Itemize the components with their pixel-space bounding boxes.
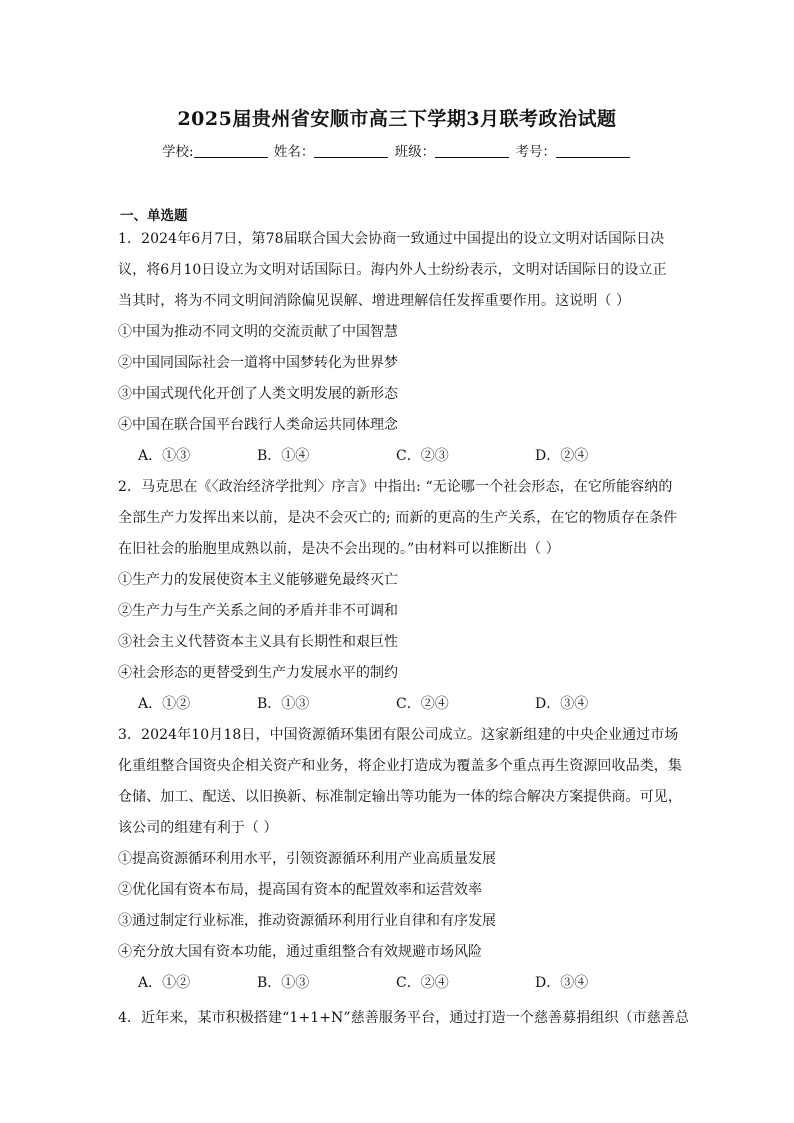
option-c[interactable]: C．②③ — [396, 448, 449, 464]
statement-item: ②中国同国际社会一道将中国梦转化为世界梦 — [118, 355, 398, 371]
statement-item: ①生产力的发展使资本主义能够避免最终灭亡 — [118, 572, 398, 588]
question-stem-line: 议，将6月10日设立为文明对话国际日。海内外人士纷纷表示，文明对话国际日的设立正 — [118, 262, 667, 278]
question-4 — [118, 1003, 690, 1034]
option-d[interactable]: D．③④ — [535, 975, 589, 991]
option-a[interactable]: A．①③ — [138, 448, 191, 464]
statement-item: ④中国在联合国平台践行人类命运共同体理念 — [118, 417, 398, 433]
statement-item: ④充分放大国有资本功能，通过重组整合有效规避市场风险 — [118, 944, 482, 960]
option-d[interactable]: D．②④ — [535, 448, 589, 464]
school-blank[interactable] — [194, 143, 268, 158]
question-stem-line: 3．2024年10月18日，中国资源循环集团有限公司成立。这家新组建的中央企业通过市场 — [118, 727, 679, 743]
student-info-row — [0, 140, 794, 160]
section-heading: 一、单选题 — [120, 208, 188, 224]
option-b[interactable]: B．①④ — [257, 448, 310, 464]
statement-item: ③通过制定行业标准，推动资源循环利用行业自律和有序发展 — [118, 913, 496, 929]
question-stem-line: 当其时，将为不同文明间消除偏见误解、增进理解信任发挥重要作用。这说明（ ） — [118, 293, 631, 309]
option-b[interactable]: B．①③ — [257, 696, 310, 712]
option-c[interactable]: C．②④ — [396, 696, 449, 712]
question-stem-line: 化重组整合国资央企相关资产和业务，将企业打造成为覆盖多个重点再生资源回收品类，集 — [118, 758, 682, 774]
statement-item: ①中国为推动不同文明的交流贡献了中国智慧 — [118, 324, 398, 340]
name-label: 姓名： — [273, 144, 315, 160]
statement-item: ②生产力与生产关系之间的矛盾并非不可调和 — [118, 603, 398, 619]
question-2 — [118, 472, 678, 720]
school-label: 学校: — [162, 144, 194, 160]
question-stem-line: 2．马克思在《〈政治经济学批判〉序言》中指出: “无论哪一个社会形态，在它所能容纳的 — [118, 479, 673, 495]
option-c[interactable]: C．②④ — [396, 975, 449, 991]
question-3 — [118, 720, 682, 999]
option-a[interactable]: A．①② — [138, 696, 191, 712]
statement-item: ③社会主义代替资本主义具有长期性和艰巨性 — [118, 634, 398, 650]
statement-item: ③中国式现代化开创了人类文明发展的新形态 — [118, 386, 398, 402]
name-blank[interactable] — [314, 143, 388, 158]
question-stem-line: 在旧社会的胎胞里成熟以前，是决不会出现的。”由材料可以推断出（ ） — [118, 541, 560, 557]
class-label: 班级： — [394, 144, 436, 160]
statement-item: ①提高资源循环利用水平，引领资源循环利用产业高质量发展 — [118, 851, 496, 867]
statement-item: ④社会形态的更替受到生产力发展水平的制约 — [118, 665, 398, 681]
option-b[interactable]: B．①③ — [257, 975, 310, 991]
id-blank[interactable] — [556, 143, 630, 158]
id-label: 考号： — [515, 144, 556, 160]
answer-options — [118, 968, 678, 999]
option-d[interactable]: D．③④ — [535, 696, 589, 712]
exam-title: 2025届贵州省安顺市高三下学期3月联考政治试题 — [177, 108, 617, 130]
question-stem-line: 1．2024年6月7日，第78届联合国大会协商一致通过中国提出的设立文明对话国际日决 — [118, 231, 665, 247]
answer-options — [118, 441, 678, 472]
question-stem-line: 仓储、加工、配送、以旧换新、标准制定输出等功能为一体的综合解决方案提供商。可见， — [118, 789, 682, 805]
statement-item: ②优化国有资本布局，提高国有资本的配置效率和运营效率 — [118, 882, 482, 898]
answer-options — [118, 689, 678, 720]
question-stem-line: 该公司的组建有利于（ ） — [118, 820, 278, 836]
option-a[interactable]: A．①② — [138, 975, 191, 991]
class-blank[interactable] — [435, 143, 509, 158]
question-stem-line: 全部生产力发挥出来以前，是决不会灭亡的; 而新的更高的生产关系，在它的物质存在条件 — [118, 510, 678, 526]
question-stem-line: 4．近年来，某市积极搭建“1+1+N”慈善服务平台，通过打造一个慈善募捐组织（市慈善总 — [118, 1010, 690, 1026]
question-1 — [118, 224, 678, 472]
